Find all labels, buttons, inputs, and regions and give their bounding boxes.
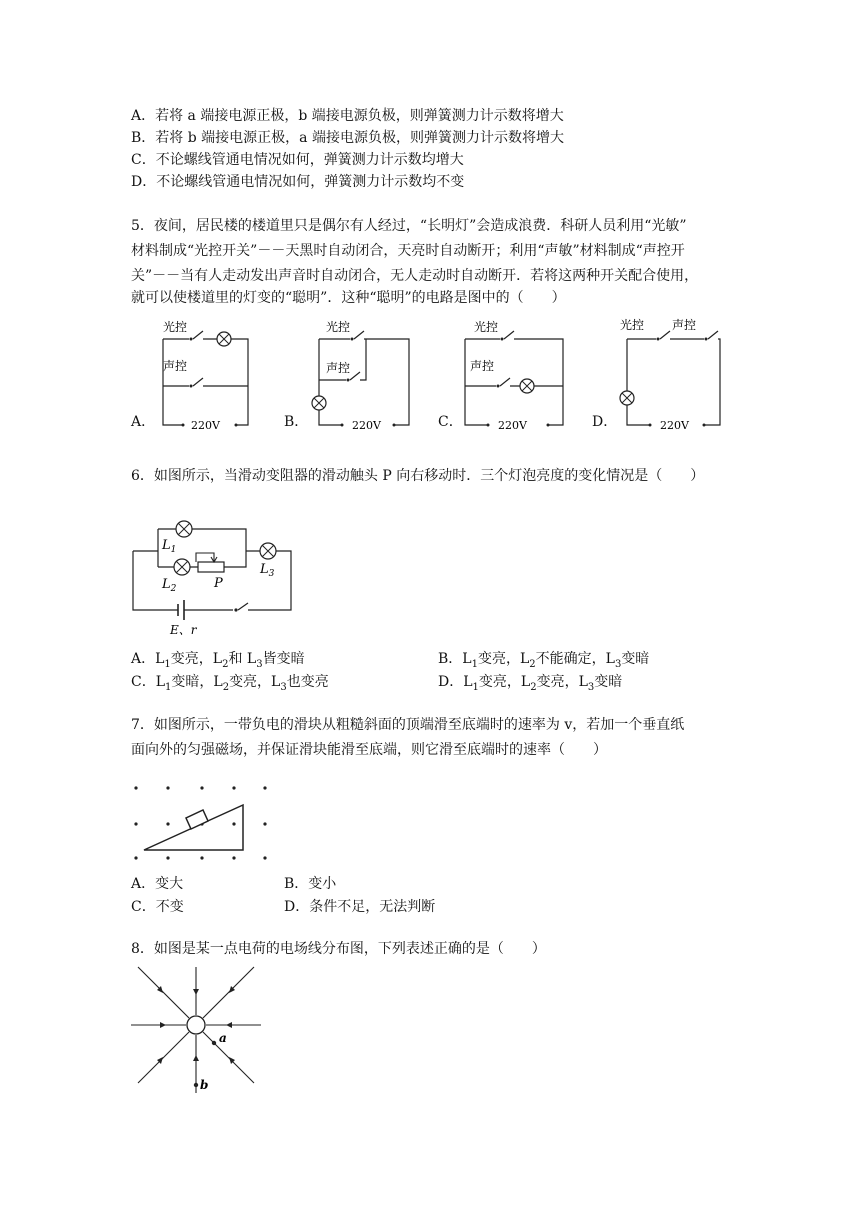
q4-option-b: B．若将 b 端接电源正极，a 端接电源负极，则弹簧测力计示数将增大: [131, 130, 564, 146]
q7-option-d: D．条件不足，无法判断: [284, 899, 436, 915]
q6-circuit-figure: [128, 515, 298, 640]
rheostat-p-label: P: [214, 576, 223, 591]
q5-figure-b-letter: B．: [284, 414, 309, 430]
q5-figure-c: [438, 315, 578, 435]
q4-option-c: C．不论螺线管通电情况如何，弹簧测力计示数均增大: [131, 152, 464, 168]
light-switch-label: 光控: [620, 318, 645, 332]
q5-figure-a: [131, 315, 261, 435]
voltage-label: 220V: [498, 419, 527, 432]
voltage-label: 220V: [660, 419, 689, 432]
q7-stem-line-2: 面向外的匀强磁场，并保证滑块能滑至底端，则它滑至底端时的速率（ ）: [131, 742, 607, 758]
q5-figure-d-letter: D．: [592, 414, 618, 430]
sound-switch-label: 声控: [470, 359, 495, 373]
q4-option-d: D．不论螺线管通电情况如何，弹簧测力计示数均不变: [131, 174, 465, 190]
q5-stem-line-1: 5．夜间，居民楼的楼道里只是偶尔有人经过，“长明灯”会造成浪费．科研人员利用“光敏”: [131, 218, 687, 234]
q5-figure-d: [592, 315, 732, 435]
point-b-label: b: [200, 1078, 209, 1092]
light-switch-label: 光控: [326, 320, 351, 334]
sound-switch-label: 声控: [672, 318, 697, 332]
slider-block-icon: [186, 810, 208, 829]
q5-figure-c-letter: C．: [438, 414, 463, 430]
sound-switch-label: 声控: [163, 359, 188, 373]
light-switch-label: 光控: [163, 320, 188, 334]
light-switch-label: 光控: [474, 320, 499, 334]
q6-stem: 6．如图所示，当滑动变阻器的滑动触头 P 向右移动时．三个灯泡亮度的变化情况是（ ）: [131, 468, 705, 484]
q6-option-a: A．$L_1$变亮，$L_2$和 $L_3$皆变暗: [131, 651, 305, 670]
sound-switch-label: 声控: [326, 361, 351, 375]
q8-stem: 8．如图是某一点电荷的电场线分布图，下列表述正确的是（ ）: [131, 941, 546, 957]
q6-option-c: C．$L_1$变暗，$L_2$变亮，$L_3$也变亮: [131, 674, 329, 693]
svg-text:L3: $L_3$: [260, 562, 275, 579]
q7-stem-line-1: 7．如图所示，一带负电的滑块从粗糙斜面的顶端滑至底端时的速率为 v，若加一个垂直纸: [131, 717, 685, 733]
point-a-label: a: [219, 1031, 227, 1045]
q6-option-b: B．$L_1$变亮，$L_2$不能确定，$L_3$变暗: [438, 651, 650, 670]
q6-option-d: D．$L_1$变亮，$L_2$变亮，$L_3$变暗: [438, 674, 623, 693]
q5-stem-line-3: 关”－－当有人走动发出声音时自动闭合，无人走动时自动断开．若将这两种开关配合使用，: [131, 268, 699, 284]
q7-option-b: B．变小: [284, 876, 337, 892]
source-label: E、r: [170, 623, 197, 637]
voltage-label: 220V: [352, 419, 381, 432]
voltage-label: 220V: [191, 419, 220, 432]
q5-figure-b: [284, 315, 424, 435]
q7-option-a: A．变大: [131, 876, 184, 892]
q5-stem-line-4: 就可以使楼道里的灯变的“聪明”．这种“聪明”的电路是图中的（ ）: [131, 290, 566, 306]
q7-option-c: C．不变: [131, 899, 184, 915]
svg-text:L2: $L_2$: [162, 577, 177, 594]
q8-electric-field-figure: [128, 965, 268, 1095]
point-charge-icon: [187, 1016, 205, 1034]
rheostat-icon: [198, 562, 224, 572]
q5-figure-a-letter: A．: [131, 414, 156, 430]
q4-option-a: A．若将 a 端接电源正极，b 端接电源负极，则弹簧测力计示数将增大: [131, 108, 564, 124]
svg-text:L1: $L_1$: [162, 538, 177, 555]
q5-stem-line-2: 材料制成“光控开关”－－天黑时自动闭合，天亮时自动断开；利用“声敏”材料制成“声控开: [131, 243, 685, 259]
q7-incline-figure: [128, 780, 278, 865]
